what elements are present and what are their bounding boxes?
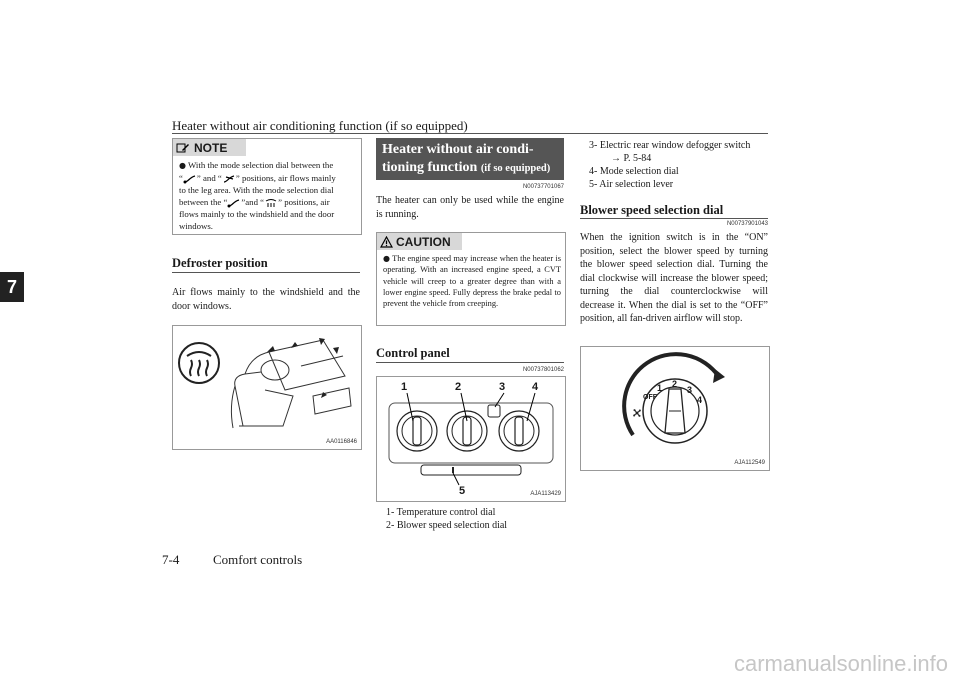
note-label: NOTE bbox=[194, 140, 228, 155]
control-panel-heading: Control panel bbox=[376, 346, 450, 360]
defroster-illustration bbox=[173, 326, 361, 449]
blower-rule bbox=[580, 218, 768, 219]
list-item-2: 2- Blower speed selection dial bbox=[386, 520, 508, 531]
control-panel-code: N00737801062 bbox=[522, 367, 564, 373]
note-header bbox=[173, 139, 246, 156]
dial-label-2: 2 bbox=[672, 379, 678, 389]
defrost-icon bbox=[264, 198, 278, 208]
note-line-4a: between the bbox=[179, 197, 222, 207]
airflow-feet-face-icon bbox=[222, 174, 236, 184]
heater-section-banner bbox=[376, 138, 564, 180]
caution-label: CAUTION bbox=[396, 234, 451, 249]
defroster-rule bbox=[172, 272, 360, 273]
callout-4: 4 bbox=[532, 381, 539, 393]
defogger-switch bbox=[488, 405, 500, 417]
banner-line-1: Heater without air condi- bbox=[382, 142, 534, 157]
banner-suffix: (if so equipped) bbox=[480, 163, 551, 174]
callout-5: 5 bbox=[459, 485, 466, 497]
list-item-3-ref: → P. 5-84 bbox=[611, 153, 652, 164]
page-header-title: Heater without air conditioning function (if so equipped) bbox=[172, 118, 468, 133]
note-line-5: flows mainly to the windshield and the door bbox=[179, 209, 335, 219]
defroster-heading: Defroster position bbox=[172, 256, 268, 270]
banner-line-2: tioning function bbox=[382, 160, 478, 175]
note-line-1: With the mode selection dial between the bbox=[187, 160, 334, 170]
control-panel-rule bbox=[376, 362, 564, 363]
rotation-arrow-head bbox=[713, 369, 725, 383]
note-box bbox=[172, 138, 362, 235]
callout-3: 3 bbox=[499, 381, 506, 393]
caution-box bbox=[376, 232, 566, 326]
callout-1: 1 bbox=[401, 381, 408, 393]
dial-label-1: 1 bbox=[657, 383, 663, 393]
control-panel-figure-code: AJA113429 bbox=[530, 491, 561, 497]
blower-dial bbox=[447, 411, 487, 451]
blower-figure-code: AJA112549 bbox=[734, 460, 765, 466]
note-line-2b: positions, air flows mainly bbox=[241, 173, 336, 183]
note-pencil-icon bbox=[176, 142, 190, 154]
note-line-2a: and bbox=[203, 173, 216, 183]
airflow-feet-icon-2 bbox=[227, 198, 241, 208]
callout-2: 2 bbox=[455, 381, 462, 393]
mode-dial bbox=[499, 411, 539, 451]
dial-label-4: 4 bbox=[697, 395, 703, 405]
defroster-figure-code: AA0116846 bbox=[326, 439, 357, 445]
temperature-dial bbox=[397, 411, 437, 451]
note-line-6: windows. bbox=[179, 221, 213, 231]
list-item-1: 1- Temperature control dial bbox=[386, 507, 496, 518]
caution-header bbox=[377, 233, 462, 250]
air-selection-slider bbox=[421, 465, 521, 475]
dial-label-off: OFF bbox=[643, 394, 657, 401]
defroster-figure bbox=[172, 325, 362, 450]
control-panel-illustration bbox=[377, 377, 565, 501]
airflow-arrows bbox=[267, 338, 339, 398]
blower-text: When the ignition switch is in the “ON” position, select the blower speed by turning the blower speed selection dial. Turning the dial clockwise will increase the blower speed; turning the dial counterclockwise will decrease it. When the dial is set to the “OFF” position, all fan-driven airflow will stop. bbox=[580, 232, 768, 324]
airflow-feet-icon bbox=[183, 174, 197, 184]
header-rule bbox=[172, 133, 768, 134]
footer-page-number: 7-4 bbox=[162, 552, 180, 567]
dial-label-3: 3 bbox=[687, 385, 693, 395]
note-line-4c: positions, air bbox=[284, 197, 330, 207]
caution-body bbox=[383, 253, 561, 309]
note-line-4b: and bbox=[245, 197, 258, 207]
heater-section-text: The heater can only be used while the engine is running. bbox=[376, 195, 564, 220]
fan-icon bbox=[633, 409, 641, 417]
heater-section-code: N00737701067 bbox=[522, 184, 564, 190]
bullet-icon: ● bbox=[383, 254, 391, 263]
chapter-tab: 7 bbox=[0, 272, 24, 302]
blower-code: N00737901043 bbox=[726, 221, 768, 227]
list-item-3: 3- Electric rear window defogger switch bbox=[589, 140, 751, 151]
footer-section-title: Comfort controls bbox=[213, 552, 303, 567]
control-panel-figure bbox=[376, 376, 566, 502]
defroster-text: Air flows mainly to the windshield and the door windows. bbox=[172, 287, 360, 312]
warning-triangle-icon bbox=[380, 236, 393, 248]
blower-figure bbox=[580, 346, 770, 471]
list-item-4: 4- Mode selection dial bbox=[589, 166, 679, 177]
list-item-5: 5- Air selection lever bbox=[589, 179, 674, 190]
watermark: carmanualsonline.info bbox=[733, 651, 948, 676]
caution-text: The engine speed may increase when the heater is operating. With an increased engine speed, a CVT vehicle will creep to a greater degree than with a lower engine speed. Fully depress the brake pedal to prevent the vehicle from creeping. bbox=[383, 254, 561, 309]
note-line-3: to the leg area. With the mode selection dial bbox=[179, 185, 334, 195]
blower-dial-illustration bbox=[581, 347, 769, 470]
blower-heading: Blower speed selection dial bbox=[580, 203, 724, 217]
bullet-icon: ● bbox=[179, 161, 186, 170]
note-body: ● With the mode selection dial between the “ ” and “ ” positions, air flows mainly to the leg area. With the mode selection dial between the “ ”and “ ” positions, air flows mainly to the windshield and the door windows. bbox=[179, 159, 359, 232]
